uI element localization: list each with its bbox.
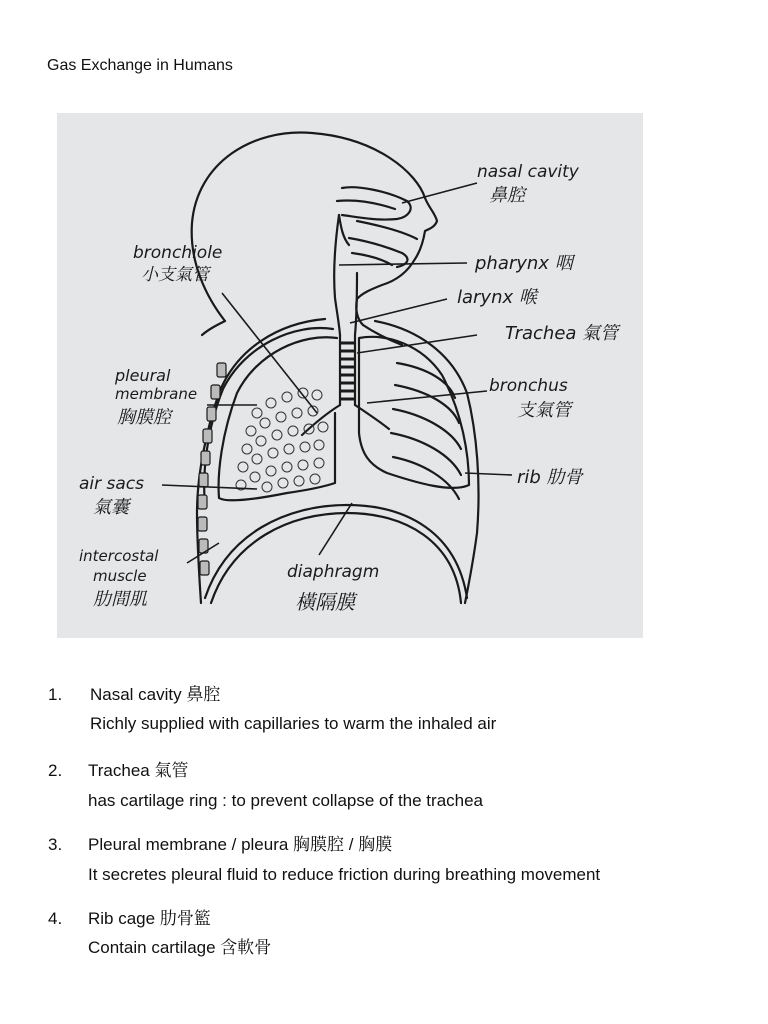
- label-air-sacs: air sacs: [79, 474, 145, 494]
- label-membrane: membrane: [115, 385, 198, 403]
- label-diaphragm: diaphragm: [287, 562, 380, 582]
- diagram-drawing: [57, 113, 643, 638]
- label-pleural-zh: 胸膜腔: [117, 407, 171, 428]
- pleural-outer: [204, 328, 333, 505]
- label-bronchus: bronchus: [489, 376, 568, 396]
- pharynx-outline: [334, 215, 340, 335]
- list-item-detail: Richly supplied with capillaries to warm the inhaled air: [90, 714, 497, 733]
- label-pleural: pleural: [115, 366, 171, 385]
- alveoli-texture: [236, 388, 328, 492]
- list-item-detail: It secretes pleural fluid to reduce friction during breathing movement: [88, 865, 601, 884]
- label-bronchiole: bronchiole: [133, 243, 223, 263]
- label-nasal-cavity: nasal cavity: [477, 162, 579, 182]
- list-item-number: 4.: [48, 909, 63, 928]
- neck-front: [363, 325, 402, 345]
- label-bronchiole-zh: 小支氣管: [141, 265, 209, 285]
- label-muscle: muscle: [93, 567, 147, 585]
- ribcage-right: [375, 321, 479, 603]
- list-item-number: 1.: [48, 685, 63, 704]
- list-item-detail: has cartilage ring : to prevent collapse of the trachea: [88, 791, 484, 810]
- list-item-number: 2.: [48, 761, 63, 780]
- label-pharynx: pharynx 咽: [475, 253, 573, 274]
- label-nasal-cavity-zh: 鼻腔: [489, 185, 525, 206]
- trachea-rings: [340, 343, 355, 399]
- label-larynx: larynx 喉: [457, 287, 537, 308]
- respiratory-system-diagram: [57, 113, 643, 638]
- list-item-number: 3.: [48, 835, 63, 854]
- label-bronchus-zh: 支氣管: [517, 400, 571, 421]
- list-item-heading: Rib cage 肋骨籃: [88, 909, 211, 928]
- label-intercostal: intercostal: [79, 547, 159, 565]
- document-title: Gas Exchange in Humans: [47, 57, 233, 74]
- label-intercostal-zh: 肋間肌: [93, 589, 147, 610]
- head-outline: [192, 133, 437, 325]
- label-trachea: Trachea 氣管: [505, 323, 619, 344]
- neck-back: [202, 321, 225, 335]
- label-rib: rib 肋骨: [517, 467, 583, 488]
- list-item-heading: Nasal cavity 鼻腔: [90, 685, 221, 704]
- list-item-detail: Contain cartilage 含軟骨: [88, 938, 272, 957]
- list-item-heading: Pleural membrane / pleura 胸膜腔 / 胸膜: [88, 835, 393, 854]
- label-air-sacs-zh: 氣囊: [93, 497, 129, 518]
- label-diaphragm-zh: 橫隔膜: [295, 590, 355, 614]
- list-item-heading: Trachea 氣管: [88, 761, 189, 780]
